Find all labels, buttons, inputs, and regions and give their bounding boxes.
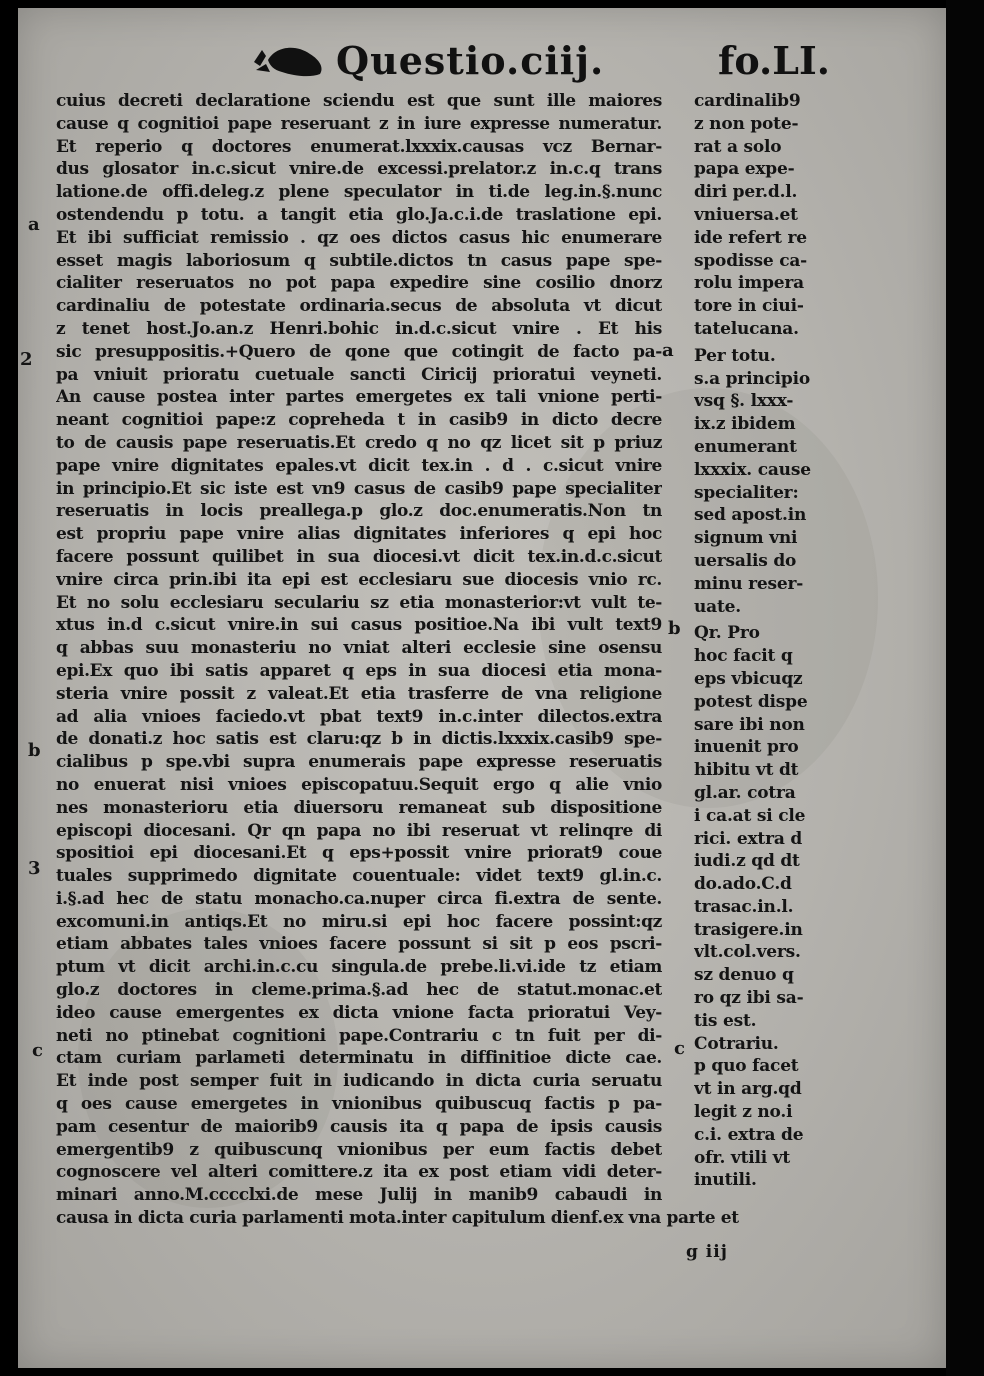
gloss-line: diri per.d.l. (694, 182, 798, 203)
gloss-line: trasac.in.l. (694, 896, 794, 917)
gloss-line: lxxxix. cause (694, 459, 811, 480)
gloss-line: Qr. Pro (694, 623, 760, 644)
gloss-line: papa expe- (694, 159, 795, 180)
gloss-line: Cotrariu. (694, 1033, 779, 1054)
gloss-line: p quo facet (694, 1056, 799, 1077)
gloss-line: potest dispe (694, 691, 808, 712)
margin-marker-3: 3 (28, 858, 41, 879)
folio-number: fo.LI. (718, 38, 830, 83)
text-line: no enuerat nisi vnioes episcopatuu.Sequit ergo q alie vnio (56, 774, 662, 795)
text-line: cialiter reseruatos no pot papa expedire sine cosilio dnorz (56, 273, 662, 294)
gloss-line: cardinalib9 (694, 91, 801, 111)
signature-mark: g iij (686, 1242, 728, 1262)
margin-marker-b: b (28, 740, 41, 761)
gloss-line: specialiter: (694, 482, 799, 503)
text-line: cause q cognitioi pape reseruant z in iure expresse numeratur. (56, 113, 662, 134)
text-line: ideo cause emergentes ex dicta vnione facta prioratui Vey- (56, 1002, 662, 1023)
gloss-line: tore in ciui- (694, 296, 804, 317)
text-line: neti no ptinebat cognitioni pape.Contrariu c tn fuit per di- (56, 1025, 662, 1046)
text-line: xtus in.d c.sicut vnire.in sui casus positioe.Na ibi vult text9 (56, 615, 662, 636)
text-line: etiam abbates tales vnioes facere possunt si sit p eos pscri- (56, 934, 662, 955)
text-line: ostendendu p totu. a tangit etia glo.Ja.c.i.de traslatione epi. (56, 204, 662, 225)
hand-ornament-icon (250, 42, 330, 82)
text-line: z tenet host.Jo.an.z Henri.bohic in.d.c.sicut vnire . Et his (56, 318, 662, 339)
gloss-line: gl.ar. cotra (694, 782, 796, 803)
text-line: in principio.Et sic iste est vn9 casus de casib9 pape specialiter (56, 478, 662, 499)
text-line: de donati.z hoc satis est claru:qz b in dictis.lxxxix.casib9 spe- (56, 729, 662, 750)
gloss-line: ofr. vtili vt (694, 1147, 791, 1168)
text-line: cuius decreti declaratione sciendu est que sunt ille maiores (56, 91, 662, 111)
text-line: to de causis pape reseruatis.Et credo q no qz licet sit p priuz (56, 432, 662, 453)
gloss-marker-c: c (674, 1038, 685, 1059)
gloss-line: sare ibi non (694, 714, 805, 735)
text-line: cardinaliu de potestate ordinaria.secus de absoluta vt dicut (56, 296, 662, 317)
text-line: ad alia vnioes faciedo.vt pbat text9 in.c.inter dilectos.extra (56, 706, 662, 727)
text-line: spositioi epi diocesani.Et q eps+possit vnire priorat9 coue (56, 843, 662, 864)
margin-marker-a: a (28, 214, 40, 235)
text-line: q oes cause emergetes in vnionibus quibuscuq factis p pa- (56, 1094, 662, 1115)
gloss-line: enumerant (694, 436, 797, 457)
gloss-line: hoc facit q (694, 646, 793, 667)
text-line: neant cognitioi pape:z copreheda t in casib9 in dicto decre (56, 410, 662, 431)
gloss-line: signum vni (694, 528, 798, 549)
text-line: Et ibi sufficiat remissio . qz oes dictos casus hic enumerare (56, 227, 662, 248)
gloss-line: tatelucana. (694, 318, 799, 339)
text-line: esset magis laboriosum q subtile.dictos tn casus pape spe- (56, 250, 662, 271)
text-line: cialibus p spe.vbi supra enumerais pape expresse reseruatis (56, 752, 662, 773)
text-line: Et inde post semper fuit in iudicando in dicta curia seruatu (56, 1071, 662, 1092)
page-header (18, 38, 946, 98)
gloss-line: vniuersa.et (694, 204, 798, 225)
gloss-line: rat a solo (694, 136, 782, 157)
text-line: emergentib9 z quibuscunq vnionibus per eum factis debet (56, 1139, 662, 1160)
text-line: ctam curiam parlameti determinatu in diffinitioe dicte cae. (56, 1048, 662, 1069)
margin-marker-2: 2 (20, 349, 33, 370)
text-line: epi.Ex quo ibi satis apparet q eps in sua diocesi etia mona- (56, 660, 662, 681)
text-line: glo.z doctores in cleme.prima.§.ad hec de statut.monac.et (56, 980, 662, 1001)
gloss-line: rolu impera (694, 273, 804, 294)
gloss-line: Per totu. (694, 345, 776, 366)
gloss-line: uersalis do (694, 550, 797, 571)
text-line: tuales supprimedo dignitate couentuale: videt text9 gl.in.c. (56, 866, 662, 887)
gloss-line: ro qz ibi sa- (694, 988, 804, 1009)
margin-marker-c: c (32, 1040, 43, 1061)
book-page (18, 8, 946, 1368)
marginal-gloss-column (694, 90, 834, 1192)
gloss-line: inuenit pro (694, 737, 799, 758)
gloss-marker-a: a (662, 340, 674, 361)
gloss-line: s.a principio (694, 368, 810, 389)
text-line: q abbas suu monasteriu no vniat alteri ecclesie sine osensu (56, 638, 662, 659)
gloss-line: sed apost.in (694, 505, 807, 526)
gloss-line: inutili. (694, 1170, 757, 1191)
text-line: cognoscere vel alteri comittere.z ita ex post etiam vidi deter- (56, 1162, 662, 1183)
text-line: vnire circa prin.ibi ita epi est ecclesiaru sue diocesis vnio rc. (56, 569, 662, 590)
text-line: nes monasterioru etia diuersoru remaneat sub dispositione (56, 797, 662, 818)
text-line: An cause postea inter partes emergetes ex tali vnione perti- (56, 387, 662, 408)
text-line: minari anno.M.cccclxi.de mese Julij in manib9 cabaudi in (56, 1185, 662, 1206)
text-line: i.§.ad hec de statu monacho.ca.nuper circa fi.extra de sente. (56, 888, 662, 909)
text-line: ptum vt dicit archi.in.c.cu singula.de prebe.li.vi.ide tz etiam (56, 957, 662, 978)
gloss-line: do.ado.C.d (694, 874, 792, 895)
gloss-line: sz denuo q (694, 965, 794, 986)
gloss-line: c.i. extra de (694, 1124, 804, 1145)
gloss-line: ide refert re (694, 227, 807, 248)
text-line: pa vniuit prioratu cuetuale sancti Ciricij prioratui veyneti. (56, 364, 662, 385)
gloss-line: vlt.col.vers. (694, 942, 801, 963)
gloss-line: spodisse ca- (694, 250, 808, 271)
text-line: steria vnire possit z valeat.Et etia trasferre de vna religione (56, 683, 662, 704)
text-line: excomuni.in antiqs.Et no miru.si epi hoc facere possint:qz (56, 911, 662, 932)
text-line: latione.de offi.deleg.z plene speculator in ti.de leg.in.§.nunc (56, 182, 662, 203)
scan-border (946, 0, 984, 1376)
gloss-line: z non pote- (694, 113, 799, 134)
gloss-line: trasigere.in (694, 919, 803, 940)
gloss-line: tis est. (694, 1010, 757, 1031)
gloss-line: legit z no.i (694, 1102, 793, 1123)
gloss-line: eps vbicuqz (694, 668, 803, 689)
text-line: est propriu pape vnire alias dignitates inferiores q epi hoc (56, 524, 662, 545)
text-line: Et reperio q doctores enumerat.lxxxix.causas vcz Bernar- (56, 136, 662, 157)
gloss-line: uate. (694, 596, 741, 617)
gloss-line: i ca.at si cle (694, 805, 806, 826)
text-line: episcopi diocesani. Qr qn papa no ibi reseruat vt relinqre di (56, 820, 662, 841)
text-line: sic presuppositis.+Quero de qone que cotingit de facto pa- (56, 341, 662, 362)
text-line: facere possunt quilibet in sua diocesi.vt dicit tex.in.d.c.sicut (56, 546, 662, 567)
gloss-line: ix.z ibidem (694, 414, 796, 435)
text-line: pam cesentur de maiorib9 causis ita q papa de ipsis causis (56, 1116, 662, 1137)
text-line: causa in dicta curia parlamenti mota.inter capitulum dienf.ex vna parte et (56, 1208, 739, 1229)
gloss-line: vt in arg.qd (694, 1079, 802, 1100)
text-line: pape vnire dignitates epales.vt dicit tex.in . d . c.sicut vnire (56, 455, 662, 476)
page-title: Questio.ciij. (336, 38, 605, 83)
text-line: reseruatis in locis preallega.p glo.z doc.enumeratis.Non tn (56, 501, 662, 522)
text-line: dus glosator in.c.sicut vnire.de excessi.prelator.z in.c.q trans (56, 159, 662, 180)
gloss-marker-b: b (668, 618, 681, 639)
gloss-line: minu reser- (694, 573, 804, 594)
gloss-line: hibitu vt dt (694, 760, 799, 781)
gloss-line: vsq §. lxxx- (694, 391, 794, 412)
gloss-line: iudi.z qd dt (694, 851, 800, 872)
gloss-line: rici. extra d (694, 828, 803, 849)
text-line: Et no solu ecclesiaru seculariu sz etia monasterior:vt vult te- (56, 592, 662, 613)
